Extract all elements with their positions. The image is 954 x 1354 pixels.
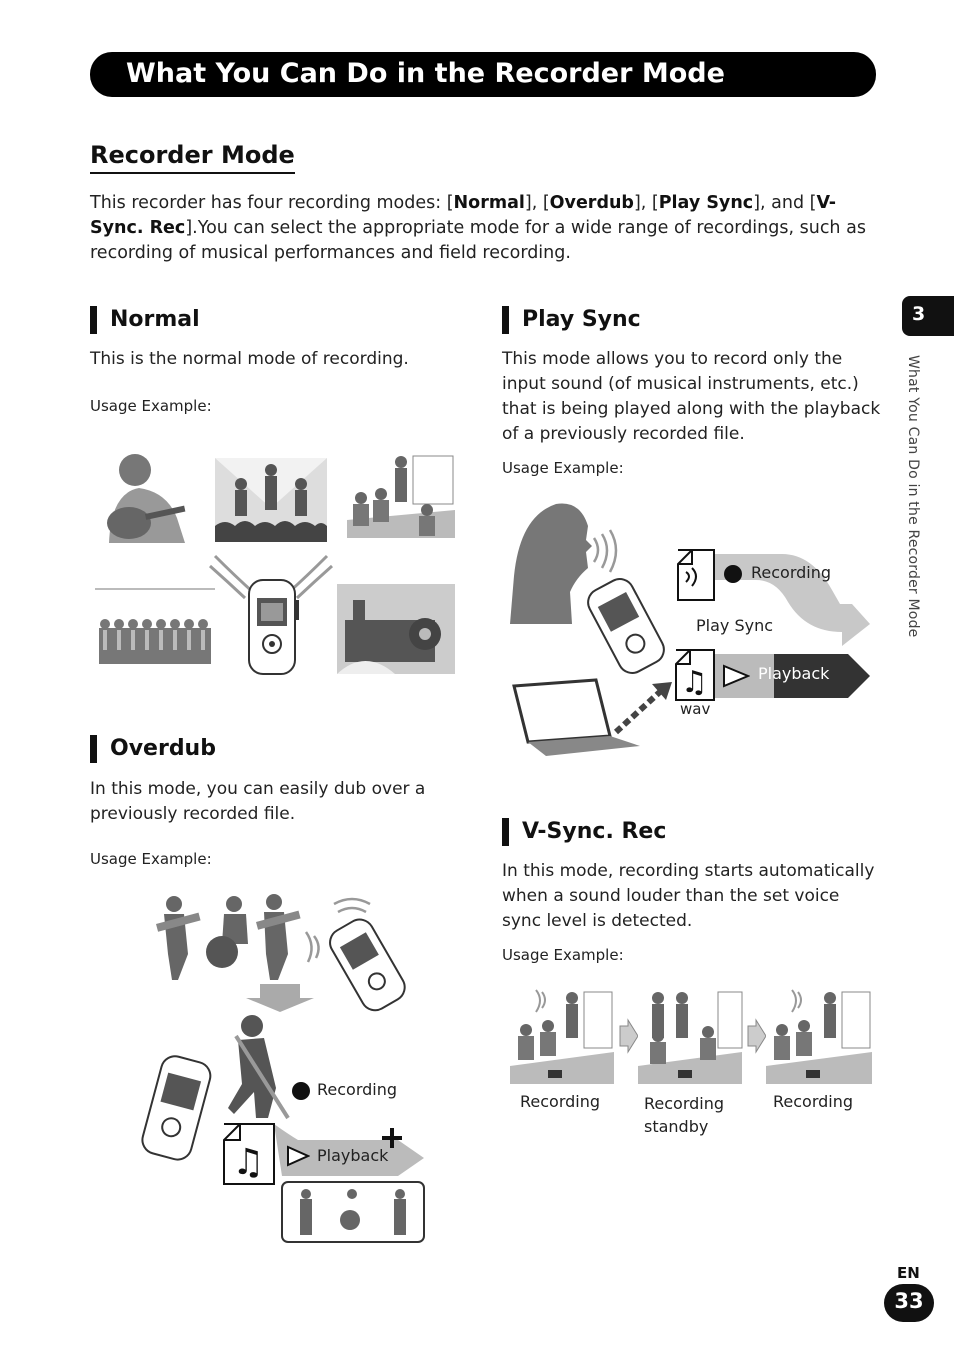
intro-paragraph bbox=[90, 191, 870, 266]
vsync-text: In this mode, recording starts automatically when a sound louder than the set voice sync level is detected. bbox=[502, 861, 875, 931]
intro-text-2: ], [ bbox=[524, 193, 550, 213]
vsync-step-1: Recording bbox=[520, 1092, 601, 1111]
language-label: EN bbox=[897, 1264, 920, 1282]
music-file-icon bbox=[676, 650, 714, 700]
recorder-device-icon bbox=[583, 574, 669, 678]
choir-icon bbox=[95, 588, 215, 664]
page-number: 33 bbox=[894, 1289, 924, 1313]
normal-text: This is the normal mode of recording. bbox=[90, 349, 409, 369]
band-photo-icon bbox=[282, 1182, 424, 1242]
person-head-icon bbox=[510, 503, 592, 624]
play-sync-text: This mode allows you to record only the input sound (of musical instruments, etc.) that is being played along with the playback of a previously recorded file. bbox=[502, 349, 881, 444]
recorder-device-icon bbox=[139, 1053, 213, 1163]
intro-mode-overdub: Overdub bbox=[549, 193, 634, 213]
vsync-heading: V-Sync. Rec bbox=[502, 818, 666, 846]
play-sync-recording-label: Recording bbox=[751, 563, 832, 582]
vsync-illustration bbox=[508, 986, 874, 1086]
vsync-usage-label: Usage Example: bbox=[502, 946, 624, 964]
overdub-usage-label: Usage Example: bbox=[90, 850, 212, 868]
play-sync-usage-label: Usage Example: bbox=[502, 459, 624, 477]
vsync-step-3: Recording bbox=[773, 1092, 854, 1111]
guitarist-icon bbox=[103, 454, 189, 544]
laptop-icon bbox=[514, 680, 640, 756]
concert-icon bbox=[215, 458, 327, 542]
record-dot-icon bbox=[724, 565, 742, 583]
arrow-right-icon bbox=[748, 1020, 766, 1052]
intro-mode-play-sync: Play Sync bbox=[658, 193, 754, 213]
vsync-step-2: Recording standby bbox=[644, 1094, 725, 1136]
overdub-text: In this mode, you can easily dub over a previously recorded file. bbox=[90, 779, 426, 824]
meeting-recording-icon bbox=[510, 988, 614, 1084]
intro-text-4: ], and [ bbox=[753, 193, 817, 213]
band-icon bbox=[156, 894, 301, 980]
section-heading: Recorder Mode bbox=[90, 140, 295, 174]
play-sync-heading: Play Sync bbox=[502, 306, 641, 334]
play-triangle-icon bbox=[722, 664, 750, 688]
intro-mode-vsync: V-Sync. Rec bbox=[90, 193, 837, 238]
sound-wave-icon bbox=[594, 530, 616, 572]
intro-text-1: This recorder has four recording modes: [ bbox=[90, 193, 454, 213]
play-sync-label: Play Sync bbox=[696, 616, 774, 635]
page-title: What You Can Do in the Recorder Mode bbox=[126, 58, 725, 89]
normal-usage-label: Usage Example: bbox=[90, 397, 212, 415]
meeting-standby-icon bbox=[638, 988, 742, 1084]
chapter-side-text: What You Can Do in the Recorder Mode bbox=[905, 355, 921, 638]
play-sync-playback-label: Playback bbox=[758, 664, 830, 683]
singer-icon bbox=[228, 1015, 276, 1118]
recorder-device-icon bbox=[325, 914, 410, 1015]
intro-text-5: ].You can select the appropriate mode for a wide range of recordings, such as recording of musical performances and field recording. bbox=[90, 218, 866, 263]
normal-illustration bbox=[95, 448, 457, 680]
music-file-icon bbox=[224, 1124, 274, 1184]
transfer-arrow-icon bbox=[616, 690, 662, 732]
arrow-right-icon bbox=[620, 1020, 638, 1052]
svg-text:♫: ♫ bbox=[681, 665, 708, 700]
title-banner bbox=[90, 52, 876, 97]
meeting-recording-icon bbox=[766, 988, 872, 1084]
wav-label: wav bbox=[680, 700, 711, 718]
overdub-playback-label: Playback bbox=[317, 1146, 389, 1165]
recorder-device-icon bbox=[249, 580, 299, 674]
play-sync-illustration bbox=[506, 496, 874, 758]
normal-heading: Normal bbox=[90, 306, 200, 334]
svg-text:♫: ♫ bbox=[232, 1142, 265, 1183]
intro-text-3: ], [ bbox=[633, 193, 659, 213]
chapter-tab bbox=[902, 296, 954, 336]
meeting-icon bbox=[347, 454, 455, 538]
overdub-heading: Overdub bbox=[90, 735, 216, 763]
play-triangle-icon bbox=[286, 1145, 310, 1167]
chapter-number: 3 bbox=[912, 303, 926, 325]
page-number-badge bbox=[884, 1284, 934, 1322]
record-dot-icon bbox=[292, 1082, 310, 1100]
intro-mode-normal: Normal bbox=[453, 193, 525, 213]
down-arrow-icon bbox=[246, 984, 314, 1012]
overdub-illustration bbox=[138, 888, 432, 1246]
sound-file-icon bbox=[678, 550, 714, 600]
train-icon bbox=[337, 584, 455, 674]
overdub-recording-label: Recording bbox=[317, 1080, 398, 1099]
